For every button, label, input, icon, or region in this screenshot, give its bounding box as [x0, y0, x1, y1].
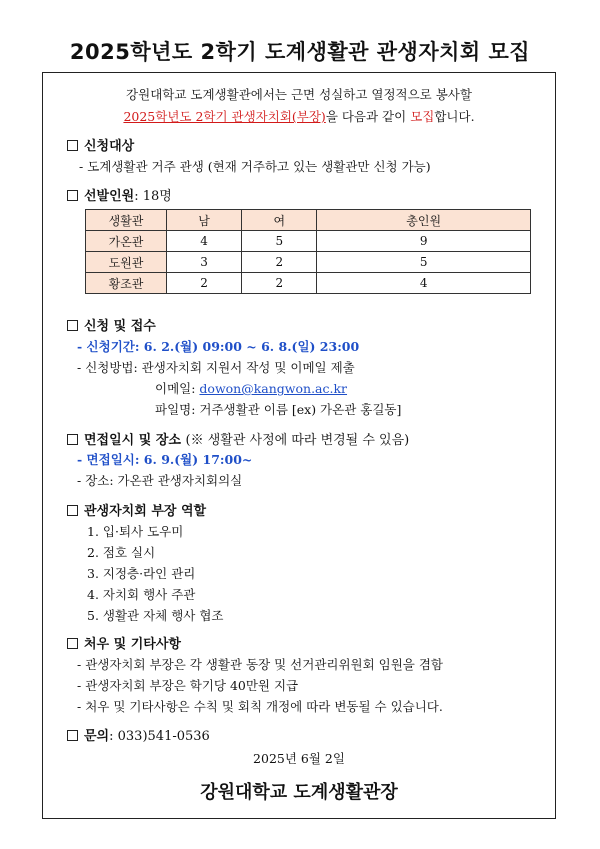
intro-end: 합니다.	[434, 109, 475, 124]
list-item: 2. 점호 실시	[87, 545, 156, 560]
checkbox-icon	[67, 190, 78, 201]
list-item: - 관생자치회 부장은 각 생활관 동장 및 선거관리위원회 임원을 겸함	[77, 657, 444, 672]
table-cell: 4	[167, 231, 242, 252]
table-row	[86, 252, 531, 273]
list-item: 5. 생활관 자체 행사 협조	[87, 608, 224, 623]
intro-line-2	[43, 107, 555, 125]
table-header-cell: 총인원	[317, 210, 531, 231]
table-cell: 5	[317, 252, 531, 273]
interview-place: - 장소: 가온관 관생자치회의실	[77, 473, 243, 488]
table-cell: 5	[242, 231, 317, 252]
table-row	[86, 273, 531, 294]
table-header-row	[86, 210, 531, 231]
checkbox-icon	[67, 434, 78, 445]
list-item: - 관생자치회 부장은 학기당 40만원 지급	[77, 678, 299, 693]
contact-value: : 033)541-0536	[109, 729, 210, 744]
section-contact-heading: 문의: 033)541-0536	[67, 725, 210, 744]
section-roles-heading: 관생자치회 부장 역할	[67, 500, 206, 519]
table-header-cell: 생활관	[86, 210, 167, 231]
table-cell: 도원관	[86, 252, 167, 273]
checkbox-icon	[67, 505, 78, 516]
table-row	[86, 231, 531, 252]
table-cell: 2	[167, 273, 242, 294]
table-cell: 3	[167, 252, 242, 273]
intro-mid: 을 다음과 같이	[325, 109, 411, 124]
checkbox-icon	[67, 320, 78, 331]
checkbox-icon	[67, 638, 78, 649]
interview-date: - 면접일시: 6. 9.(월) 17:00~	[77, 452, 253, 467]
table-header-cell: 남	[167, 210, 242, 231]
issuer-signature: 강원대학교 도계생활관장	[200, 782, 398, 803]
section-eligibility-heading: 신청대상	[67, 135, 134, 154]
eligibility-item: - 도계생활관 거주 관생 (현재 거주하고 있는 생활관만 신청 가능)	[79, 159, 431, 174]
notice-frame	[42, 72, 556, 819]
table-cell: 2	[242, 252, 317, 273]
checkbox-icon	[67, 140, 78, 151]
table-cell: 황조관	[86, 273, 167, 294]
table-header-cell: 여	[242, 210, 317, 231]
email-link[interactable]: dowon@kangwon.ac.kr	[199, 381, 348, 396]
apply-period: - 신청기간: 6. 2.(월) 09:00 ~ 6. 8.(일) 23:00	[77, 339, 360, 354]
list-item: 3. 지정층·라인 관리	[87, 566, 196, 581]
apply-method: - 신청방법: 관생자치회 지원서 작성 및 이메일 제출	[77, 360, 355, 375]
issue-date: 2025년 6월 2일	[253, 751, 345, 766]
list-item: 1. 입·퇴사 도우미	[87, 524, 184, 539]
intro-highlight: 2025학년도 2학기 관생자치회(부장)	[123, 109, 326, 124]
list-item: 4. 자치회 행사 주관	[87, 587, 196, 602]
checkbox-icon	[67, 730, 78, 741]
intro-line-1: 강원대학교 도계생활관에서는 근면 성실하고 열정적으로 봉사할	[126, 87, 472, 102]
recruit-table	[85, 209, 531, 294]
apply-email-line	[155, 379, 347, 397]
section-apply-heading: 신청 및 접수	[67, 315, 156, 334]
table-cell: 9	[317, 231, 531, 252]
section-recruit-heading: 선발인원: 18명	[67, 185, 172, 204]
list-item: - 처우 및 기타사항은 수칙 및 회칙 개정에 따라 변동될 수 있습니다.	[77, 699, 443, 714]
table-cell: 가온관	[86, 231, 167, 252]
intro-recruit-word: 모집	[410, 109, 435, 124]
table-cell: 4	[317, 273, 531, 294]
apply-filename: 파일명: 거주생활관 이름 [ex) 가온관 홍길동]	[155, 402, 402, 417]
section-interview-heading: 면접일시 및 장소 (※ 생활관 사정에 따라 변경될 수 있음)	[67, 429, 409, 448]
recruit-value: : 18명	[134, 189, 172, 204]
interview-note: (※ 생활관 사정에 따라 변경될 수 있음)	[185, 433, 410, 448]
email-label: 이메일:	[155, 381, 200, 396]
section-benefits-heading: 처우 및 기타사항	[67, 633, 181, 652]
page-title: 2025학년도 2학기 도계생활관 관생자치회 모집	[69, 40, 531, 64]
table-cell: 2	[242, 273, 317, 294]
